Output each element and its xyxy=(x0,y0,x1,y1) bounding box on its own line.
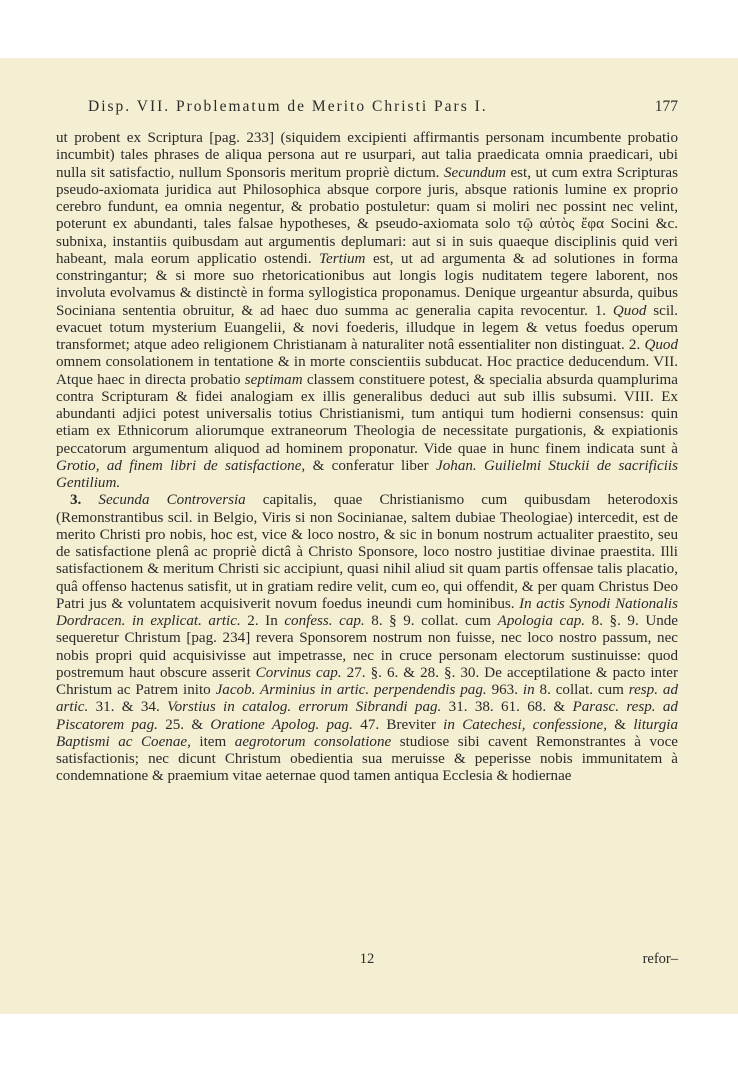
text-run: est, ut ad argumenta & ad solutiones in forma constringantur; & si more suo rhetoricationibus aut longis logis nuditatem tegere laborent, nos involuta evolvamus & distinctè in forma syllogistica proponamus. Denique urgeantur absurda, quibus Sociniana sententia obruitur, & ad haec duo summa ac generalia capita revocentur. 1. xyxy=(56,250,678,319)
text-run: 2. In xyxy=(247,613,278,629)
running-title: Disp. VII. Problematum de Merito Christi Pars I. xyxy=(88,98,488,115)
page-number: 177 xyxy=(654,98,678,115)
text-run: classem constituere potest, & specialia absurda quamplurima contra Scripturam & fidei analogiam ex illis generalibus deduci aut sub illis subsumi. VIII. Ex abundanti adjici potest universalis totius Christianismi, tum antiqui tum hodierni consensus: quin etiam ex Ethnicorum aliorumque extraneorum Theologia de necessitate purgationis, & expiationis peccatorum argumentum aliquod ad hominem proponatur. Vide quae in hunc finem indicata sunt à xyxy=(56,371,678,457)
citation: Grotio, ad finem libri de satisfactione, xyxy=(56,457,306,474)
text-run: est, ut cum extra Scripturas pseudo-axiomata juridica aut Philosophica absque corpore juris, absque rationis lumine ex proprio cerebro fundunt, ea omnia negentur, & probatio postuletur: quam si moliri nec possint nec velint, poterunt ex abundanti, tales falsae hypotheses, & pseudo-axiomata solo τῷ αὐτὸς ἔφα Socini &c. subnixa, instantiis quibusdam aut argumentis deplumari: aut si in suis quaeque disciplinis quid veri habeant, mala eorum applicatio ostendi. xyxy=(56,164,678,267)
citation: Apologia cap. xyxy=(497,613,586,629)
paragraph-1 xyxy=(56,130,678,492)
text-run: 8. collat. cum xyxy=(539,682,624,698)
text-run: 25. & xyxy=(165,716,204,733)
italic-term: Quod xyxy=(644,337,678,353)
citation: Oratione Apolog. pag. xyxy=(210,716,353,733)
text-run: 31. & 34. xyxy=(95,699,160,716)
citation: resp. ad artic. xyxy=(56,682,678,716)
page-header xyxy=(88,98,678,120)
citation: Corvinus cap. xyxy=(255,664,342,681)
text-run: 963. xyxy=(491,682,518,698)
citation: Jacob. Arminius in artic. perpendendis pag. xyxy=(215,682,487,698)
section-number: 3. xyxy=(70,492,82,509)
text-run: item xyxy=(199,733,227,750)
text-run: studiose sibi cavent Remonstrantes à voce satisfactionis; nec dicunt Christum obedientia sua meruisse & peperisse nobis immunitatem à condemnatione & praemium vitae aeternae quod tamen antiqua Ecclesia & hodiernae xyxy=(56,733,678,785)
text-run: 27. §. 6. & 28. §. 30. De acceptilatione & pacto inter Christum ac Patrem inito xyxy=(56,664,678,698)
citation: confess. cap. xyxy=(284,613,365,629)
text-run: capitalis, quae Christianismo cum quibusdam heterodoxis (Remonstrantibus scil. in Belgio, Viris si non Socinianae, saltem dubiae Theologiae) intercedit, est de merito Christi pro nobis, hoc est, vice & loco nostro, & sic in bonum nostrum actualiter praestito, seu de satisfactione plenâ ac propriè dictâ à Christo Sponsore, loco nostro justitiae divinae praestita. Illi satisfactionem & meritum Christi sic accipiunt, quasi nihil aliud sit quam partis offensae talis placatio, quâ offenso hactenus satisfit, ut in gratiam redire velit, cum eo, qui offendit, & per quam Christus Deo Patri jus & voluntatem acquisiverit novum foedus ineundi cum hominibus. xyxy=(56,492,678,612)
text-run: 8. §. 9. Unde sequeretur Christum [pag. 234] revera Sponsorem nostrum non fuisse, nec loco nostro passum, nec nobis propri quid acquisivisse aut impetrasse, nec in cruce personam electorum sustinuisse: quod postremum haut obscure asserit xyxy=(56,613,678,681)
text-run: omnem consolationem in tentatione & in morte conscientiis subducat. Hoc practice deducendum. VII. Atque haec in directa probatio xyxy=(56,354,678,388)
italic-term: Secundum xyxy=(443,164,506,181)
text-run: 31. 38. 61. 68. & xyxy=(448,699,566,716)
italic-term: Secunda Controversia xyxy=(98,492,246,509)
page-footer xyxy=(56,951,678,971)
citation: Johan. Guilielmi Stuckii de sacrificiis Gentilium. xyxy=(56,457,678,491)
text-run: 8. § 9. collat. cum xyxy=(371,613,492,629)
text-run: 47. Breviter xyxy=(360,716,436,733)
text-body xyxy=(56,130,678,960)
citation: In actis Synodi Nationalis Dordracen. in explicat. artic. xyxy=(56,595,678,629)
italic-term: Quod xyxy=(612,302,647,319)
italic-term: Tertium xyxy=(319,250,366,267)
text-run: & xyxy=(614,716,627,733)
citation: in xyxy=(522,682,535,698)
catchword: refor– xyxy=(642,951,678,967)
signature-mark: 12 xyxy=(359,951,375,967)
book-page xyxy=(0,58,738,1014)
citation: aegrotorum consolatione xyxy=(234,733,392,750)
italic-term: septimam xyxy=(244,371,303,388)
text-run: & conferatur liber xyxy=(312,457,429,474)
citation: Vorstius in catalog. errorum Sibrandi pag. xyxy=(167,699,442,716)
citation: in Catechesi, confessione, xyxy=(443,716,607,733)
text-run: scil. evacuet totum mysterium Euangelii, & novi foederis, illudque in legem & vetus foedus operum transformet; atque adeo religionem Christianam à naturaliter notâ essentialiter non distinguat. 2. xyxy=(56,302,678,353)
citation: Parasc. resp. ad Piscatorem pag. xyxy=(56,699,678,733)
citation: liturgia Baptismi ac Coenae, xyxy=(56,716,678,750)
text-run: ut probent ex Scriptura [pag. 233] (siquidem excipienti affirmantis personam incumbente probatio incumbit) tales phrases de aliqua persona aut re usurpari, aut talia praedicata omnia praedicari, ubi nulla sit satisfactio, nullum Sponsoris meritum propriè dictum. xyxy=(56,130,678,181)
paragraph-2 xyxy=(56,492,678,785)
